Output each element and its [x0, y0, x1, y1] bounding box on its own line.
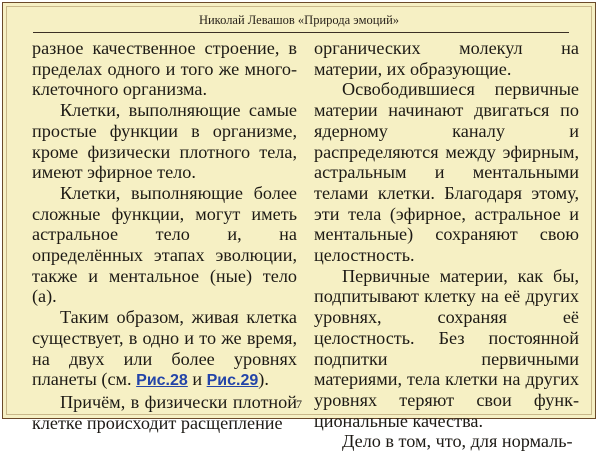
running-header: Николай Левашов «Природа эмоций»	[198, 13, 400, 27]
paragraph: Причём, в физически плотной клетке происходит расщепление	[32, 391, 297, 433]
paragraph: Клетки, выполняющие самые простые функции в организме, кроме физически плотного тела, имеют эфирное тело.	[32, 100, 297, 183]
page-number: 7	[296, 397, 302, 411]
paragraph-text: и	[187, 369, 207, 390]
paragraph-continuation: разное качественное строение, в пределах одного и того же многоклеточного организма.	[32, 38, 297, 100]
paragraph-text: ).	[258, 369, 269, 390]
column-gutter	[303, 44, 304, 384]
figure-29-link[interactable]: Рис.29	[206, 372, 259, 390]
paragraph: Первичные материи, как бы, подпитывают клетку на её других уровнях, сохраняя её целостность. Без постоянной подпитки первичными материями, тела клетки на других уровнях теряют свои функциональные качества.	[314, 265, 579, 431]
paragraph: Дело в том, что, для нормаль-	[342, 431, 573, 452]
left-text-column	[32, 38, 297, 433]
paragraph-continuation: органических молекул на материи, их образующие.	[314, 38, 579, 79]
figure-28-link[interactable]: Рис.28	[136, 372, 188, 390]
header-rule	[33, 32, 569, 33]
right-text-column	[314, 38, 579, 452]
paragraph: Клетки, выполняющие более сложные функции, могут иметь астральное тело и, на определённых этапах эволюции, также и ментальное (ные) тело (а).	[32, 182, 297, 307]
paragraph-text: Таким образом, живая клетка существует, в одно и то же время, на двух или более уровнях планеты (см.	[32, 307, 297, 390]
paragraph-with-figure-links	[32, 307, 297, 392]
paragraph: Освободившиеся первичные материи начинают двигаться по ядерному каналу и распределяются между эфирным, астральным и ментальными телами клетки. Благодаря этому, эти тела (эфирное, астральное и ментальные) сохраняют свою целостность.	[314, 79, 579, 266]
book-page	[2, 2, 596, 452]
